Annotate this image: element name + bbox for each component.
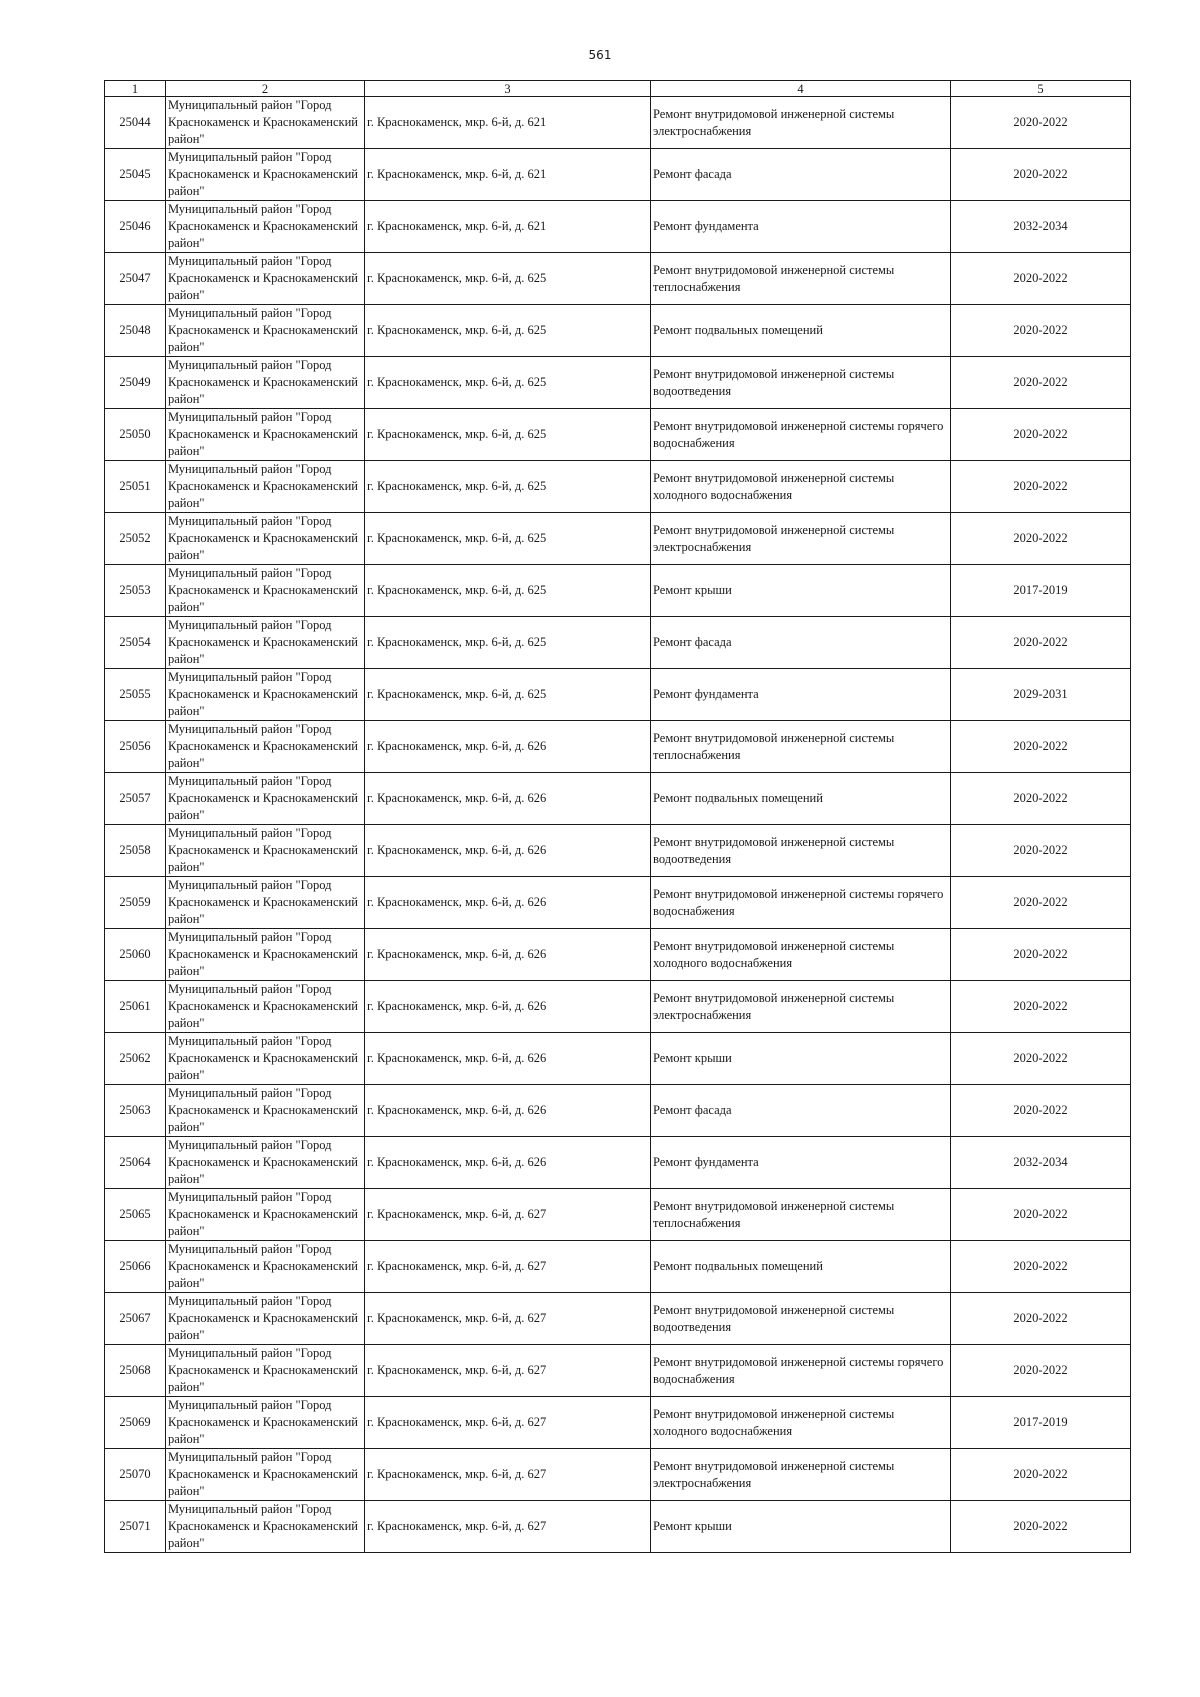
table-row: [105, 1345, 1131, 1397]
table-row: [105, 409, 1131, 461]
municipality-cell: Муниципальный район "Город Краснокаменск и Краснокаменский район": [166, 357, 365, 409]
period-cell: 2020-2022: [951, 1501, 1131, 1553]
work-type-cell: Ремонт внутридомовой инженерной системы теплоснабжения: [651, 1189, 951, 1241]
table-row: [105, 721, 1131, 773]
municipality-cell: Муниципальный район "Город Краснокаменск и Краснокаменский район": [166, 1137, 365, 1189]
period-cell: 2020-2022: [951, 253, 1131, 305]
municipality-cell: Муниципальный район "Город Краснокаменск и Краснокаменский район": [166, 1501, 365, 1553]
address-cell: г. Краснокаменск, мкр. 6-й, д. 627: [365, 1293, 651, 1345]
row-number-cell: 25049: [105, 357, 166, 409]
period-cell: 2017-2019: [951, 1397, 1131, 1449]
table-row: [105, 1449, 1131, 1501]
table-row: [105, 929, 1131, 981]
table-row: [105, 357, 1131, 409]
address-cell: г. Краснокаменск, мкр. 6-й, д. 627: [365, 1397, 651, 1449]
municipality-cell: Муниципальный район "Город Краснокаменск и Краснокаменский район": [166, 877, 365, 929]
municipality-cell: Муниципальный район "Город Краснокаменск и Краснокаменский район": [166, 669, 365, 721]
row-number-cell: 25070: [105, 1449, 166, 1501]
work-type-cell: Ремонт внутридомовой инженерной системы электроснабжения: [651, 97, 951, 149]
work-type-cell: Ремонт внутридомовой инженерной системы горячего водоснабжения: [651, 409, 951, 461]
address-cell: г. Краснокаменск, мкр. 6-й, д. 627: [365, 1449, 651, 1501]
municipality-cell: Муниципальный район "Город Краснокаменск и Краснокаменский район": [166, 929, 365, 981]
work-type-cell: Ремонт внутридомовой инженерной системы теплоснабжения: [651, 721, 951, 773]
period-cell: 2032-2034: [951, 201, 1131, 253]
work-type-cell: Ремонт внутридомовой инженерной системы электроснабжения: [651, 513, 951, 565]
row-number-cell: 25061: [105, 981, 166, 1033]
work-type-cell: Ремонт фасада: [651, 149, 951, 201]
row-number-cell: 25059: [105, 877, 166, 929]
table-row: [105, 149, 1131, 201]
period-cell: 2020-2022: [951, 409, 1131, 461]
address-cell: г. Краснокаменск, мкр. 6-й, д. 627: [365, 1501, 651, 1553]
municipality-cell: Муниципальный район "Город Краснокаменск и Краснокаменский район": [166, 1293, 365, 1345]
table-row: [105, 1397, 1131, 1449]
row-number-cell: 25066: [105, 1241, 166, 1293]
address-cell: г. Краснокаменск, мкр. 6-й, д. 625: [365, 253, 651, 305]
column-header-2: 2: [166, 81, 365, 97]
row-number-cell: 25051: [105, 461, 166, 513]
period-cell: 2020-2022: [951, 513, 1131, 565]
period-cell: 2020-2022: [951, 97, 1131, 149]
row-number-cell: 25048: [105, 305, 166, 357]
table-row: [105, 1241, 1131, 1293]
work-type-cell: Ремонт фасада: [651, 1085, 951, 1137]
municipality-cell: Муниципальный район "Город Краснокаменск и Краснокаменский район": [166, 149, 365, 201]
row-number-cell: 25044: [105, 97, 166, 149]
table-row: [105, 253, 1131, 305]
work-type-cell: Ремонт внутридомовой инженерной системы горячего водоснабжения: [651, 1345, 951, 1397]
period-cell: 2020-2022: [951, 929, 1131, 981]
work-type-cell: Ремонт фундамента: [651, 669, 951, 721]
row-number-cell: 25047: [105, 253, 166, 305]
row-number-cell: 25045: [105, 149, 166, 201]
table-row: [105, 669, 1131, 721]
table-row: [105, 565, 1131, 617]
work-type-cell: Ремонт фасада: [651, 617, 951, 669]
address-cell: г. Краснокаменск, мкр. 6-й, д. 625: [365, 461, 651, 513]
row-number-cell: 25060: [105, 929, 166, 981]
row-number-cell: 25071: [105, 1501, 166, 1553]
address-cell: г. Краснокаменск, мкр. 6-й, д. 626: [365, 929, 651, 981]
table-row: [105, 877, 1131, 929]
work-type-cell: Ремонт внутридомовой инженерной системы водоотведения: [651, 357, 951, 409]
period-cell: 2020-2022: [951, 1189, 1131, 1241]
row-number-cell: 25064: [105, 1137, 166, 1189]
table-row: [105, 461, 1131, 513]
period-cell: 2020-2022: [951, 1345, 1131, 1397]
header-row: [105, 81, 1131, 97]
table-body: [105, 97, 1131, 1553]
period-cell: 2020-2022: [951, 357, 1131, 409]
table-row: [105, 1189, 1131, 1241]
period-cell: 2020-2022: [951, 877, 1131, 929]
municipality-cell: Муниципальный район "Город Краснокаменск и Краснокаменский район": [166, 1345, 365, 1397]
address-cell: г. Краснокаменск, мкр. 6-й, д. 625: [365, 565, 651, 617]
address-cell: г. Краснокаменск, мкр. 6-й, д. 625: [365, 305, 651, 357]
municipality-cell: Муниципальный район "Город Краснокаменск и Краснокаменский район": [166, 409, 365, 461]
row-number-cell: 25053: [105, 565, 166, 617]
page-number: 561: [588, 48, 612, 62]
work-type-cell: Ремонт внутридомовой инженерной системы холодного водоснабжения: [651, 1397, 951, 1449]
work-type-cell: Ремонт подвальных помещений: [651, 1241, 951, 1293]
municipality-cell: Муниципальный район "Город Краснокаменск и Краснокаменский район": [166, 201, 365, 253]
period-cell: 2020-2022: [951, 773, 1131, 825]
municipality-cell: Муниципальный район "Город Краснокаменск и Краснокаменский район": [166, 1397, 365, 1449]
municipality-cell: Муниципальный район "Город Краснокаменск и Краснокаменский район": [166, 1449, 365, 1501]
municipality-cell: Муниципальный район "Город Краснокаменск и Краснокаменский район": [166, 1033, 365, 1085]
work-type-cell: Ремонт внутридомовой инженерной системы горячего водоснабжения: [651, 877, 951, 929]
work-type-cell: Ремонт внутридомовой инженерной системы электроснабжения: [651, 1449, 951, 1501]
address-cell: г. Краснокаменск, мкр. 6-й, д. 626: [365, 721, 651, 773]
work-type-cell: Ремонт крыши: [651, 565, 951, 617]
municipality-cell: Муниципальный район "Город Краснокаменск и Краснокаменский район": [166, 773, 365, 825]
table-row: [105, 981, 1131, 1033]
table-row: [105, 1033, 1131, 1085]
period-cell: 2020-2022: [951, 1033, 1131, 1085]
address-cell: г. Краснокаменск, мкр. 6-й, д. 626: [365, 1137, 651, 1189]
row-number-cell: 25063: [105, 1085, 166, 1137]
table-row: [105, 1137, 1131, 1189]
period-cell: 2020-2022: [951, 305, 1131, 357]
municipality-cell: Муниципальный район "Город Краснокаменск и Краснокаменский район": [166, 617, 365, 669]
municipality-cell: Муниципальный район "Город Краснокаменск и Краснокаменский район": [166, 1085, 365, 1137]
row-number-cell: 25067: [105, 1293, 166, 1345]
work-type-cell: Ремонт внутридомовой инженерной системы теплоснабжения: [651, 253, 951, 305]
work-type-cell: Ремонт внутридомовой инженерной системы электроснабжения: [651, 981, 951, 1033]
period-cell: 2029-2031: [951, 669, 1131, 721]
register-table: [104, 80, 1131, 1553]
row-number-cell: 25046: [105, 201, 166, 253]
address-cell: г. Краснокаменск, мкр. 6-й, д. 626: [365, 825, 651, 877]
address-cell: г. Краснокаменск, мкр. 6-й, д. 621: [365, 201, 651, 253]
row-number-cell: 25055: [105, 669, 166, 721]
municipality-cell: Муниципальный район "Город Краснокаменск и Краснокаменский район": [166, 97, 365, 149]
municipality-cell: Муниципальный район "Город Краснокаменск и Краснокаменский район": [166, 461, 365, 513]
period-cell: 2020-2022: [951, 1449, 1131, 1501]
period-cell: 2020-2022: [951, 1241, 1131, 1293]
work-type-cell: Ремонт подвальных помещений: [651, 773, 951, 825]
row-number-cell: 25054: [105, 617, 166, 669]
row-number-cell: 25069: [105, 1397, 166, 1449]
row-number-cell: 25052: [105, 513, 166, 565]
period-cell: 2020-2022: [951, 149, 1131, 201]
row-number-cell: 25068: [105, 1345, 166, 1397]
municipality-cell: Муниципальный район "Город Краснокаменск и Краснокаменский район": [166, 253, 365, 305]
row-number-cell: 25065: [105, 1189, 166, 1241]
period-cell: 2020-2022: [951, 461, 1131, 513]
period-cell: 2020-2022: [951, 617, 1131, 669]
column-header-1: 1: [105, 81, 166, 97]
address-cell: г. Краснокаменск, мкр. 6-й, д. 626: [365, 981, 651, 1033]
table-row: [105, 201, 1131, 253]
column-header-5: 5: [951, 81, 1131, 97]
municipality-cell: Муниципальный район "Город Краснокаменск и Краснокаменский район": [166, 1189, 365, 1241]
table-row: [105, 617, 1131, 669]
work-type-cell: Ремонт крыши: [651, 1501, 951, 1553]
address-cell: г. Краснокаменск, мкр. 6-й, д. 627: [365, 1189, 651, 1241]
table-row: [105, 1293, 1131, 1345]
row-number-cell: 25056: [105, 721, 166, 773]
address-cell: г. Краснокаменск, мкр. 6-й, д. 625: [365, 669, 651, 721]
column-header-4: 4: [651, 81, 951, 97]
table-row: [105, 825, 1131, 877]
address-cell: г. Краснокаменск, мкр. 6-й, д. 625: [365, 357, 651, 409]
municipality-cell: Муниципальный район "Город Краснокаменск и Краснокаменский район": [166, 305, 365, 357]
address-cell: г. Краснокаменск, мкр. 6-й, д. 626: [365, 877, 651, 929]
municipality-cell: Муниципальный район "Город Краснокаменск и Краснокаменский район": [166, 1241, 365, 1293]
row-number-cell: 25057: [105, 773, 166, 825]
period-cell: 2020-2022: [951, 1293, 1131, 1345]
column-header-3: 3: [365, 81, 651, 97]
address-cell: г. Краснокаменск, мкр. 6-й, д. 626: [365, 773, 651, 825]
work-type-cell: Ремонт фундамента: [651, 1137, 951, 1189]
municipality-cell: Муниципальный район "Город Краснокаменск и Краснокаменский район": [166, 513, 365, 565]
work-type-cell: Ремонт подвальных помещений: [651, 305, 951, 357]
period-cell: 2017-2019: [951, 565, 1131, 617]
municipality-cell: Муниципальный район "Город Краснокаменск и Краснокаменский район": [166, 565, 365, 617]
municipality-cell: Муниципальный район "Город Краснокаменск и Краснокаменский район": [166, 721, 365, 773]
address-cell: г. Краснокаменск, мкр. 6-й, д. 626: [365, 1085, 651, 1137]
table-header: [105, 81, 1131, 97]
work-type-cell: Ремонт фундамента: [651, 201, 951, 253]
row-number-cell: 25058: [105, 825, 166, 877]
period-cell: 2020-2022: [951, 981, 1131, 1033]
address-cell: г. Краснокаменск, мкр. 6-й, д. 621: [365, 97, 651, 149]
table-row: [105, 1501, 1131, 1553]
period-cell: 2020-2022: [951, 825, 1131, 877]
address-cell: г. Краснокаменск, мкр. 6-й, д. 625: [365, 617, 651, 669]
address-cell: г. Краснокаменск, мкр. 6-й, д. 626: [365, 1033, 651, 1085]
period-cell: 2020-2022: [951, 721, 1131, 773]
period-cell: 2032-2034: [951, 1137, 1131, 1189]
work-type-cell: Ремонт крыши: [651, 1033, 951, 1085]
address-cell: г. Краснокаменск, мкр. 6-й, д. 627: [365, 1241, 651, 1293]
work-type-cell: Ремонт внутридомовой инженерной системы холодного водоснабжения: [651, 929, 951, 981]
table-row: [105, 97, 1131, 149]
municipality-cell: Муниципальный район "Город Краснокаменск и Краснокаменский район": [166, 825, 365, 877]
period-cell: 2020-2022: [951, 1085, 1131, 1137]
address-cell: г. Краснокаменск, мкр. 6-й, д. 625: [365, 409, 651, 461]
table-row: [105, 773, 1131, 825]
address-cell: г. Краснокаменск, мкр. 6-й, д. 627: [365, 1345, 651, 1397]
table-row: [105, 305, 1131, 357]
work-type-cell: Ремонт внутридомовой инженерной системы водоотведения: [651, 825, 951, 877]
table-row: [105, 1085, 1131, 1137]
row-number-cell: 25050: [105, 409, 166, 461]
row-number-cell: 25062: [105, 1033, 166, 1085]
address-cell: г. Краснокаменск, мкр. 6-й, д. 621: [365, 149, 651, 201]
work-type-cell: Ремонт внутридомовой инженерной системы холодного водоснабжения: [651, 461, 951, 513]
table-row: [105, 513, 1131, 565]
work-type-cell: Ремонт внутридомовой инженерной системы водоотведения: [651, 1293, 951, 1345]
address-cell: г. Краснокаменск, мкр. 6-й, д. 625: [365, 513, 651, 565]
municipality-cell: Муниципальный район "Город Краснокаменск и Краснокаменский район": [166, 981, 365, 1033]
